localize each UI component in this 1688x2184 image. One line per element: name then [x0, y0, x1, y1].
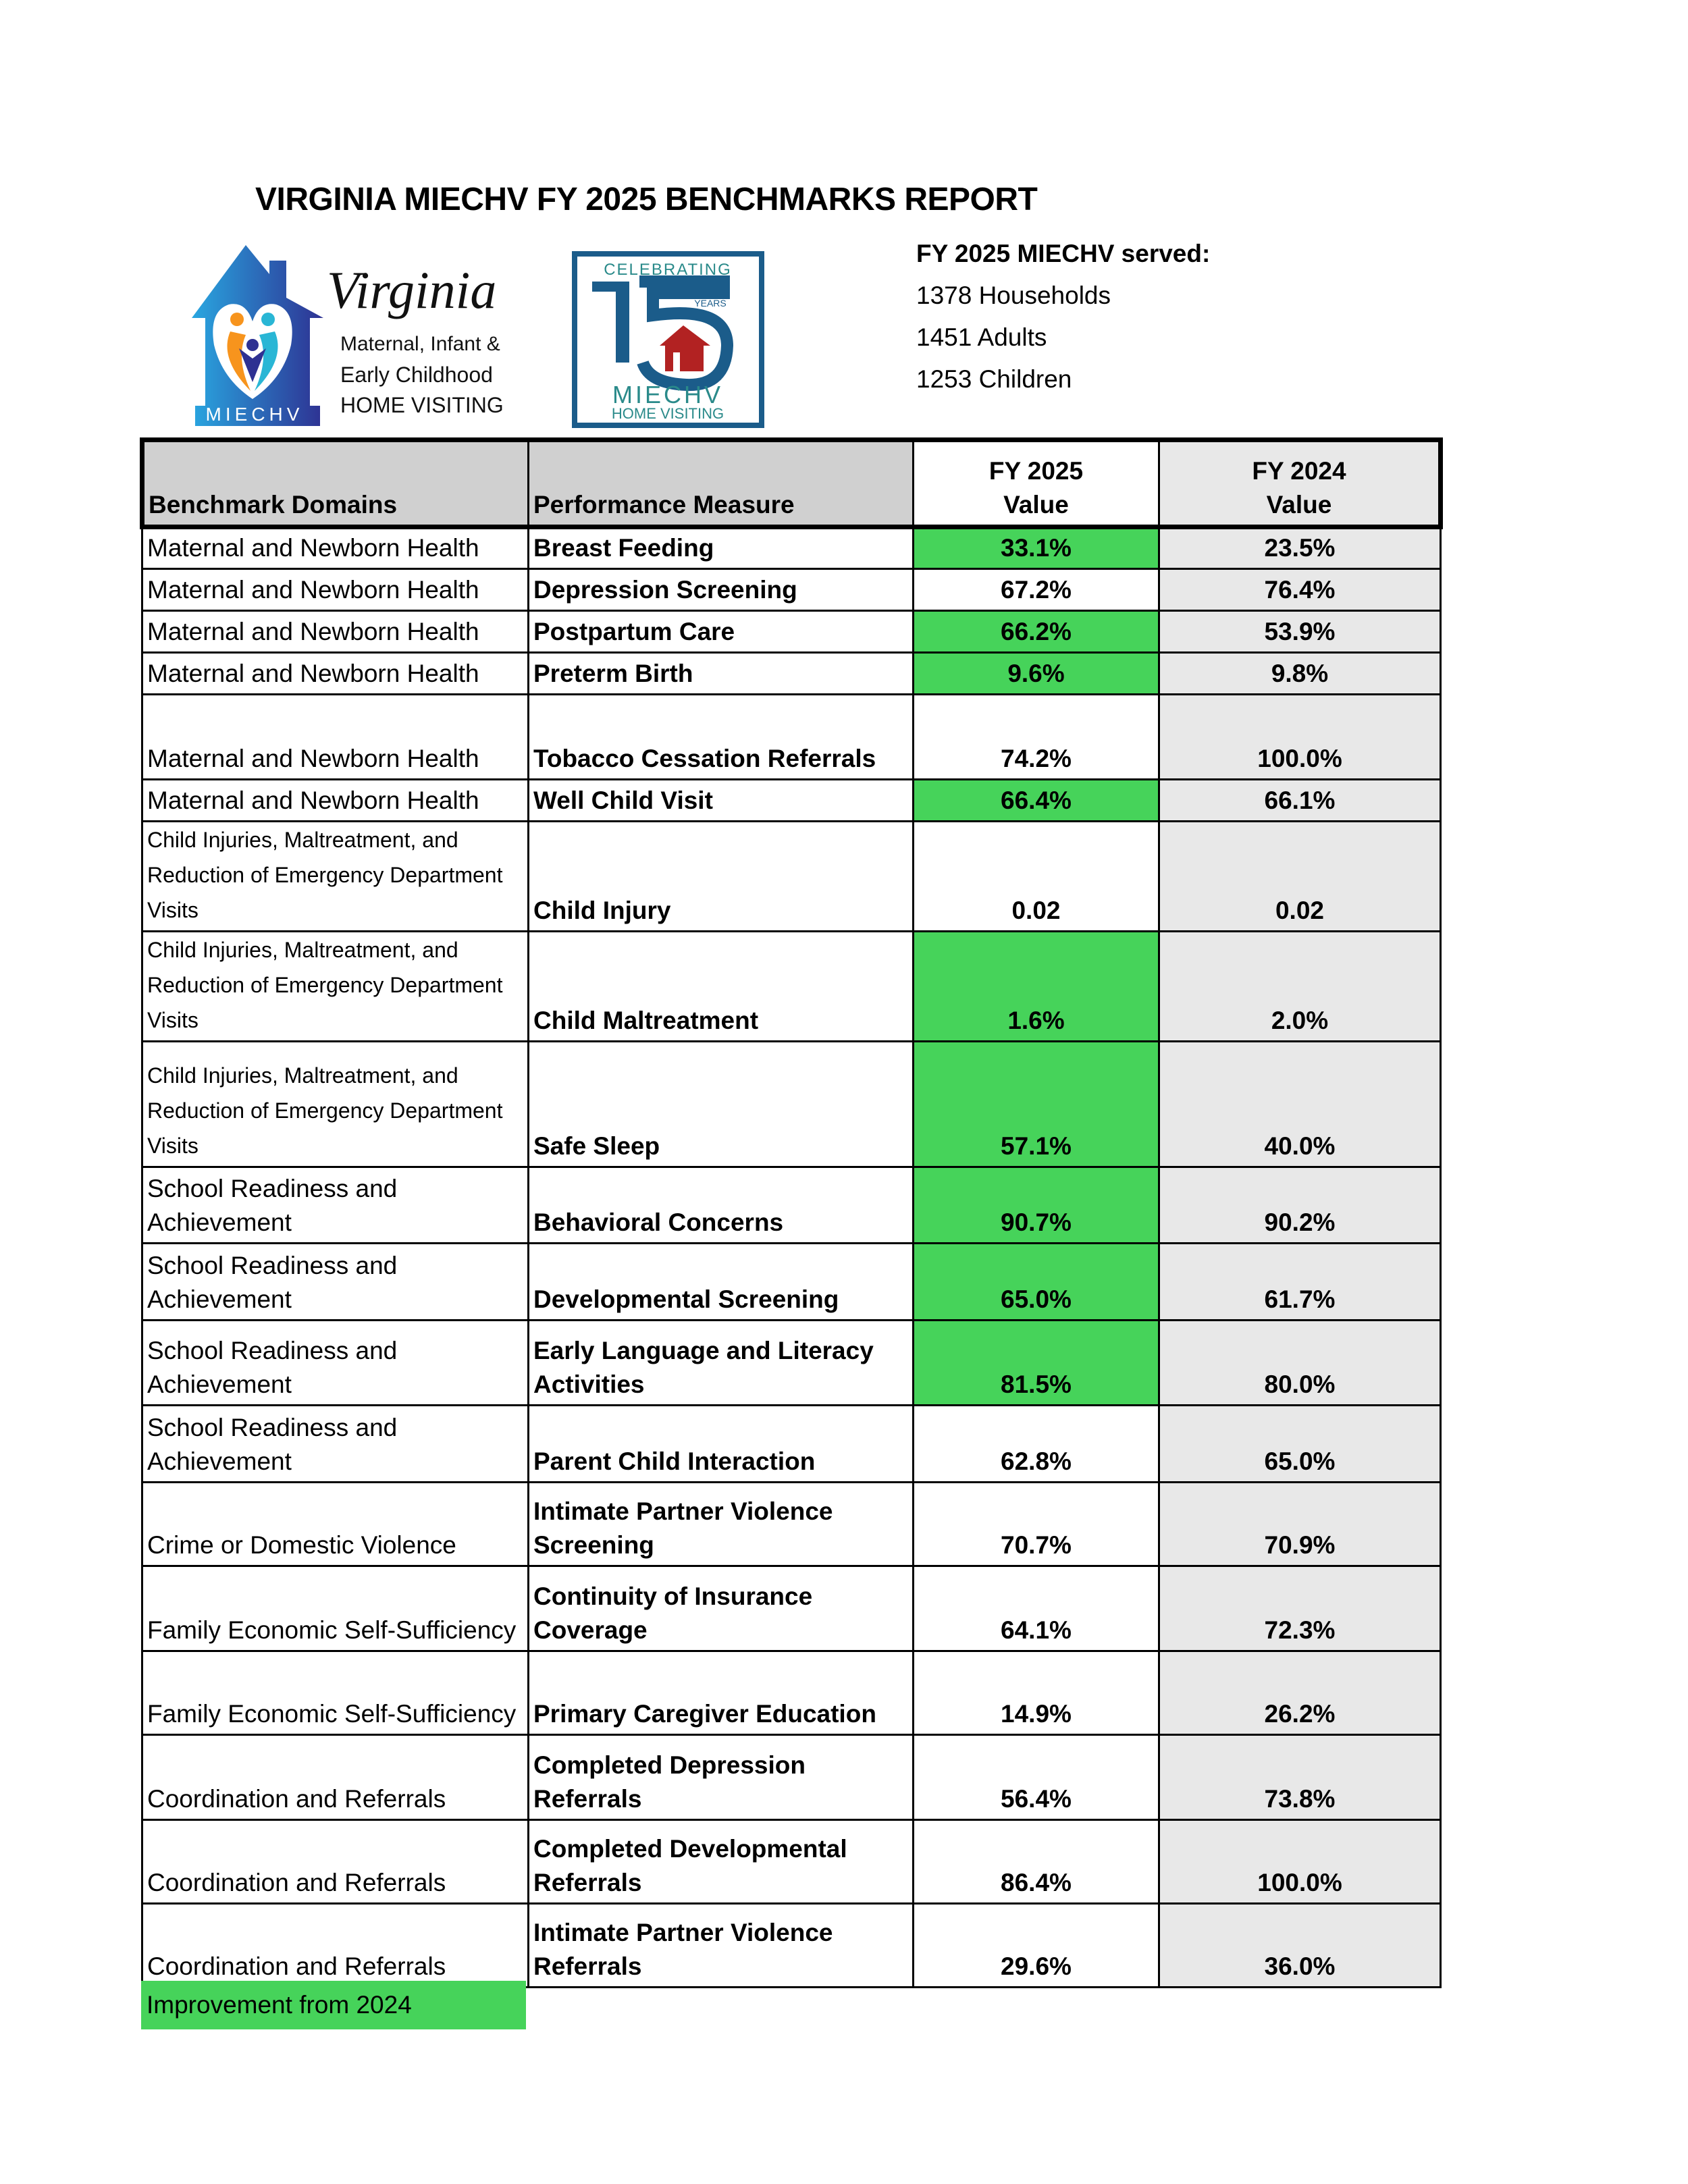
- fy2024-value-cell: 40.0%: [1159, 1042, 1441, 1167]
- table-row: [142, 1244, 1441, 1321]
- fy2024-value-cell: 70.9%: [1159, 1483, 1441, 1566]
- table-row: [142, 1820, 1441, 1904]
- fy2024-value-cell: 53.9%: [1159, 611, 1441, 653]
- fy2024-value-cell: 0.02: [1159, 822, 1441, 932]
- benchmark-domain-cell: School Readiness and Achievement: [142, 1244, 529, 1321]
- header-benchmark-domains: Benchmark Domains: [142, 440, 529, 527]
- svg-text:MIECHV: MIECHV: [612, 381, 724, 408]
- benchmark-domain-cell: Family Economic Self-Sufficiency: [142, 1566, 529, 1651]
- benchmark-domain-cell: School Readiness and Achievement: [142, 1406, 529, 1483]
- fy2025-value-cell: 66.4%: [914, 780, 1159, 822]
- served-children: 1253 Children: [916, 365, 1072, 393]
- header-value-label: Value: [1266, 491, 1332, 518]
- fy2024-value-cell: 61.7%: [1159, 1244, 1441, 1321]
- benchmark-domain-cell: Coordination and Referrals: [142, 1820, 529, 1904]
- benchmark-domain-cell: Maternal and Newborn Health: [142, 611, 529, 653]
- table-row: [142, 569, 1441, 611]
- table-row: [142, 780, 1441, 822]
- fy2024-value-cell: 2.0%: [1159, 932, 1441, 1042]
- performance-measure-cell: Primary Caregiver Education: [529, 1651, 914, 1735]
- benchmarks-table: [140, 437, 1443, 1988]
- table-row: [142, 1042, 1441, 1167]
- header-fy2024-label: FY 2024: [1252, 457, 1346, 485]
- fy2024-value-cell: 100.0%: [1159, 1820, 1441, 1904]
- performance-measure-cell: Parent Child Interaction: [529, 1406, 914, 1483]
- benchmark-domain-cell: School Readiness and Achievement: [142, 1321, 529, 1406]
- performance-measure-cell: Child Maltreatment: [529, 932, 914, 1042]
- fy2025-value-cell: 62.8%: [914, 1406, 1159, 1483]
- performance-measure-cell: Behavioral Concerns: [529, 1167, 914, 1244]
- fy2024-value-cell: 80.0%: [1159, 1321, 1441, 1406]
- fy2025-value-cell: 90.7%: [914, 1167, 1159, 1244]
- virginia-miechv-logo: [188, 237, 533, 429]
- fy2025-value-cell: 74.2%: [914, 695, 1159, 780]
- header-fy2025-label: FY 2025: [988, 457, 1084, 485]
- logo-badge-text: MIECHV: [205, 404, 304, 425]
- fy2025-value-cell: 66.2%: [914, 611, 1159, 653]
- fy2024-value-cell: 23.5%: [1159, 527, 1441, 569]
- performance-measure-cell: Postpartum Care: [529, 611, 914, 653]
- fy2025-value-cell: 29.6%: [914, 1904, 1159, 1988]
- table-row: [142, 1735, 1441, 1820]
- svg-text:Early Childhood: Early Childhood: [340, 363, 493, 387]
- benchmark-domain-cell: Family Economic Self-Sufficiency: [142, 1651, 529, 1735]
- table-row: [142, 1651, 1441, 1735]
- fy2025-value-cell: 1.6%: [914, 932, 1159, 1042]
- fy2025-value-cell: 67.2%: [914, 569, 1159, 611]
- performance-measure-cell: Intimate Partner Violence Screening: [529, 1483, 914, 1566]
- table-row: [142, 1406, 1441, 1483]
- svg-text:HOME VISITING: HOME VISITING: [340, 393, 504, 417]
- fy2025-value-cell: 33.1%: [914, 527, 1159, 569]
- performance-measure-cell: Depression Screening: [529, 569, 914, 611]
- header-fy2025-value: [914, 440, 1159, 527]
- header-fy2024-value: [1159, 440, 1441, 527]
- fy2025-value-cell: 86.4%: [914, 1820, 1159, 1904]
- table-row: [142, 1566, 1441, 1651]
- performance-measure-cell: Completed Depression Referrals: [529, 1735, 914, 1820]
- served-households: 1378 Households: [916, 282, 1111, 309]
- fy2025-value-cell: 65.0%: [914, 1244, 1159, 1321]
- fy2025-value-cell: 14.9%: [914, 1651, 1159, 1735]
- fy2024-value-cell: 72.3%: [1159, 1566, 1441, 1651]
- benchmark-domain-cell: School Readiness and Achievement: [142, 1167, 529, 1244]
- fy2025-value-cell: 57.1%: [914, 1042, 1159, 1167]
- fy2024-value-cell: 26.2%: [1159, 1651, 1441, 1735]
- report-title: VIRGINIA MIECHV FY 2025 BENCHMARKS REPORT: [255, 182, 1038, 217]
- performance-measure-cell: Safe Sleep: [529, 1042, 914, 1167]
- table-row: [142, 1167, 1441, 1244]
- performance-measure-cell: Breast Feeding: [529, 527, 914, 569]
- table-row: [142, 527, 1441, 569]
- svg-text:CELEBRATING: CELEBRATING: [604, 261, 732, 279]
- table-row: [142, 1483, 1441, 1566]
- benchmark-domain-cell: Child Injuries, Maltreatment, and Reduction of Emergency Department Visits: [142, 1042, 529, 1167]
- fy2025-value-cell: 9.6%: [914, 653, 1159, 695]
- fy2024-value-cell: 73.8%: [1159, 1735, 1441, 1820]
- svg-text:HOME VISITING: HOME VISITING: [611, 405, 724, 422]
- fy2024-value-cell: 9.8%: [1159, 653, 1441, 695]
- benchmark-domain-cell: Coordination and Referrals: [142, 1735, 529, 1820]
- table-row: [142, 932, 1441, 1042]
- fy2024-value-cell: 36.0%: [1159, 1904, 1441, 1988]
- svg-text:Virginia: Virginia: [327, 261, 497, 319]
- served-heading: FY 2025 MIECHV served:: [916, 240, 1211, 267]
- table-row: [142, 653, 1441, 695]
- table-row: [142, 695, 1441, 780]
- svg-text:YEARS: YEARS: [694, 298, 727, 309]
- fy2024-value-cell: 100.0%: [1159, 695, 1441, 780]
- benchmark-domain-cell: Maternal and Newborn Health: [142, 780, 529, 822]
- svg-text:Maternal, Infant &: Maternal, Infant &: [340, 333, 500, 355]
- benchmark-domain-cell: Child Injuries, Maltreatment, and Reduction of Emergency Department Visits: [142, 822, 529, 932]
- benchmark-domain-cell: Crime or Domestic Violence: [142, 1483, 529, 1566]
- table-header-row: [142, 440, 1441, 527]
- header-performance-measure: Performance Measure: [529, 440, 914, 527]
- fy2025-value-cell: 0.02: [914, 822, 1159, 932]
- header-value-label: Value: [1003, 491, 1069, 518]
- performance-measure-cell: Intimate Partner Violence Referrals: [529, 1904, 914, 1988]
- performance-measure-cell: Developmental Screening: [529, 1244, 914, 1321]
- fy2025-value-cell: 70.7%: [914, 1483, 1159, 1566]
- fy2024-value-cell: 65.0%: [1159, 1406, 1441, 1483]
- benchmark-domain-cell: Maternal and Newborn Health: [142, 695, 529, 780]
- fy2024-value-cell: 90.2%: [1159, 1167, 1441, 1244]
- performance-measure-cell: Preterm Birth: [529, 653, 914, 695]
- fy2025-value-cell: 81.5%: [914, 1321, 1159, 1406]
- table-row: [142, 611, 1441, 653]
- performance-measure-cell: Early Language and Literacy Activities: [529, 1321, 914, 1406]
- table-row: [142, 1321, 1441, 1406]
- fy2025-value-cell: 56.4%: [914, 1735, 1159, 1820]
- fy2024-value-cell: 66.1%: [1159, 780, 1441, 822]
- benchmark-domain-cell: Coordination and Referrals: [142, 1904, 529, 1988]
- benchmark-domain-cell: Maternal and Newborn Health: [142, 653, 529, 695]
- table-row: [142, 1904, 1441, 1988]
- performance-measure-cell: Completed Developmental Referrals: [529, 1820, 914, 1904]
- benchmark-domain-cell: Child Injuries, Maltreatment, and Reduction of Emergency Department Visits: [142, 932, 529, 1042]
- performance-measure-cell: Tobacco Cessation Referrals: [529, 695, 914, 780]
- table-row: [142, 822, 1441, 932]
- served-summary: [916, 233, 1210, 400]
- performance-measure-cell: Well Child Visit: [529, 780, 914, 822]
- celebrating-15-years-logo: [572, 251, 764, 428]
- benchmark-domain-cell: Maternal and Newborn Health: [142, 527, 529, 569]
- benchmark-domain-cell: Maternal and Newborn Health: [142, 569, 529, 611]
- fy2025-value-cell: 64.1%: [914, 1566, 1159, 1651]
- served-adults: 1451 Adults: [916, 323, 1047, 351]
- performance-measure-cell: Child Injury: [529, 822, 914, 932]
- fy2024-value-cell: 76.4%: [1159, 569, 1441, 611]
- improvement-legend: Improvement from 2024: [141, 1981, 526, 2029]
- performance-measure-cell: Continuity of Insurance Coverage: [529, 1566, 914, 1651]
